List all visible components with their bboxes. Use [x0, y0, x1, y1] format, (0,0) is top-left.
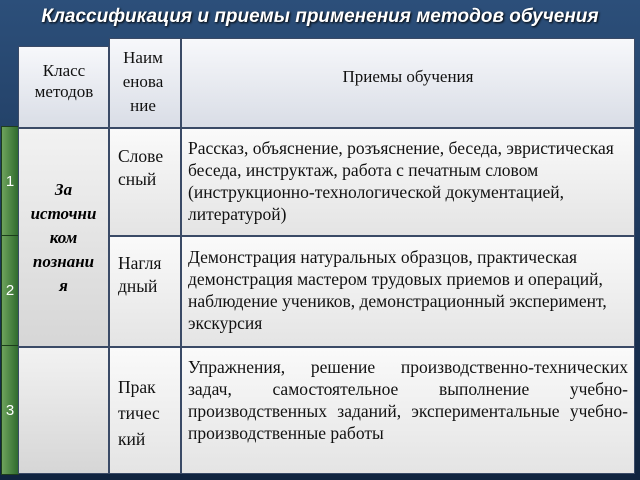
method-name-cell [109, 347, 181, 474]
method-class-cell [18, 128, 109, 347]
header-class-methods-label: Класс методов [34, 61, 94, 101]
row-number: 3 [5, 401, 15, 419]
method-class-empty-cell [18, 347, 109, 474]
method-name: Прак тичес кий [118, 377, 160, 449]
row-number: 2 [2, 236, 18, 346]
techniques-cell [181, 347, 635, 474]
row-number-strip [1, 126, 19, 475]
techniques-text: Рассказ, объяснение, розъяснение, беседа, эвристическая беседа, инструктаж, работа с печатным словом (инструкционно-технологической документацией, литературой) [188, 138, 614, 224]
row-number: 1 [2, 127, 18, 236]
method-class-label: За источни ком познани я [30, 179, 97, 295]
method-name: Нагля дный [118, 253, 162, 296]
header-name [109, 38, 181, 128]
method-name: Слове сный [118, 146, 164, 189]
techniques-cell [181, 128, 635, 236]
header-techniques [181, 38, 635, 128]
techniques-text: Демонстрация натуральных образцов, практическая демонстрация мастером трудовых приемов и операций, наблюдение учеников, демонстрационный эксперимент, экскурсия [188, 247, 607, 333]
slide-title: Классификация и приемы применения методов обучения [41, 6, 599, 27]
techniques-text: Упражнения, решение производственно-технических задач, самостоятельное выполнение учебно-производственных заданий, экспериментальные учебно-производственные работы [188, 357, 628, 443]
techniques-cell [181, 236, 635, 347]
header-name-label: Наим енова ние [122, 48, 164, 115]
header-techniques-label: Приемы обучения [342, 67, 474, 86]
method-name-cell [109, 236, 181, 347]
header-class-methods [18, 46, 109, 128]
method-name-cell [109, 128, 181, 236]
